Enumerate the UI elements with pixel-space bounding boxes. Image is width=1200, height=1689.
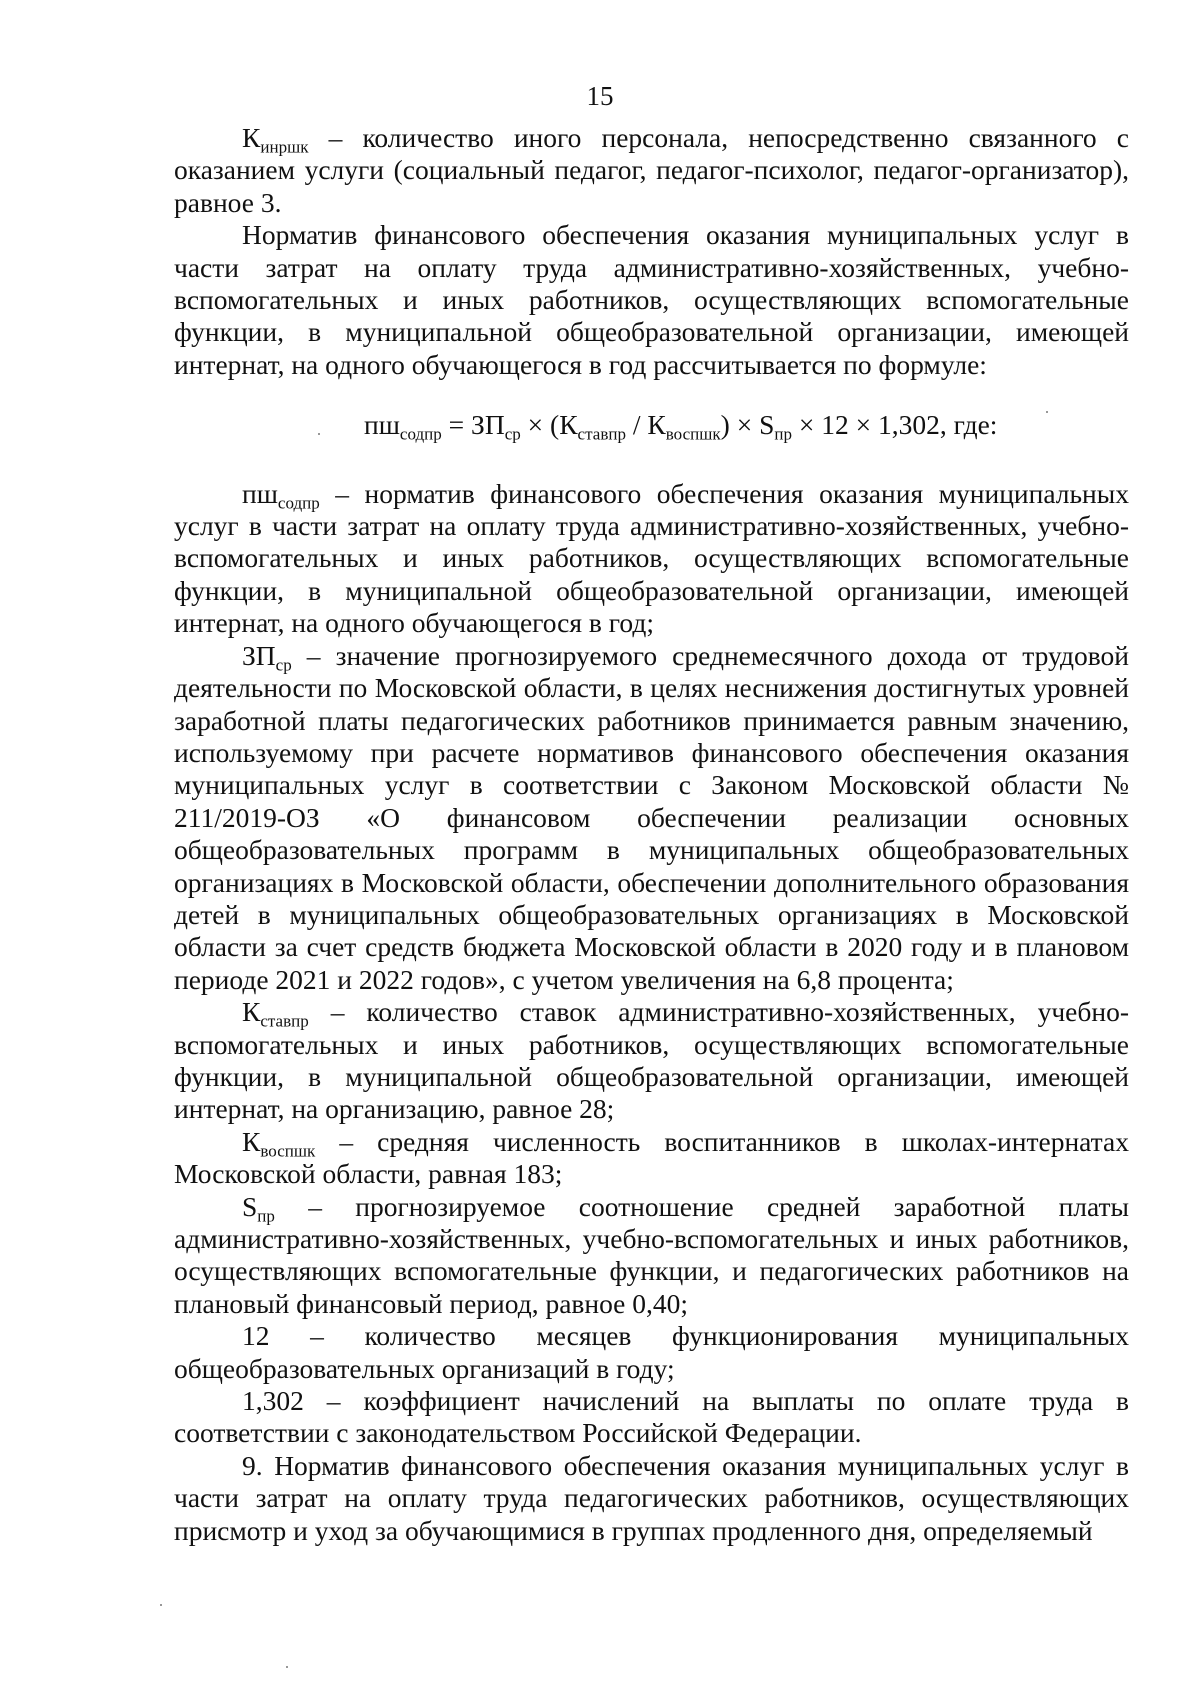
formula	[174, 409, 1129, 444]
definition-text: – средняя численность воспитанников в школах-интернатах Московской области, равная 183;	[174, 1125, 1129, 1190]
scan-speck	[1046, 411, 1048, 413]
symbol-s: S	[242, 1190, 258, 1222]
subscript-inrshk: инршк	[260, 137, 309, 157]
page-number: 15	[586, 81, 614, 111]
definition-text: – прогнозируемое соотношение средней заработной платы административно-хозяйственных, учебно-вспомогательных и иных работников, осуществляющих вспомогательные функции, и педагогических работников на плановый финансовый период, равное 0,40;	[174, 1190, 1129, 1319]
formula-k2: / К	[626, 409, 666, 441]
formula-k2-subscript: воспшк	[665, 424, 721, 444]
scan-speck	[318, 433, 320, 435]
paragraph-coefficient: 1,302 – коэффициент начислений на выплаты по оплате труда в соответствии с законодательством Российской Федерации.	[174, 1385, 1129, 1449]
formula-tail: × 12 × 1,302, где:	[792, 409, 998, 441]
formula-lhs: пш	[364, 409, 400, 441]
subscript-vospshk: воспшк	[260, 1141, 316, 1161]
paragraph-zpsr	[174, 640, 1129, 996]
subscript-sr: ср	[275, 655, 292, 675]
symbol-k: К	[242, 122, 261, 153]
subscript-stavpr: ставпр	[260, 1011, 309, 1031]
document-body	[174, 122, 1129, 1547]
paragraph-twelve: 12 – количество месяцев функционирования муниципальных общеобразовательных организаций в году;	[174, 1320, 1129, 1384]
subscript-sodpr: содпр	[277, 493, 320, 513]
formula-k1-subscript: ставпр	[577, 424, 626, 444]
formula-s-subscript: пр	[774, 424, 793, 444]
definition-text: – норматив финансового обеспечения оказания муниципальных услуг в части затрат на оплату труда административно-хозяйственных, учебно-вспомогательных и иных работников, осуществляющих вспомогательные функции, в муниципальной общеобразовательной организации, имеющей интернат, на одного обучающегося в год;	[174, 477, 1129, 639]
symbol-k: К	[242, 1125, 261, 1157]
paragraph-item-9: 9. Норматив финансового обеспечения оказания муниципальных услуг в части затрат на оплату труда педагогических работников, осуществляющих присмотр и уход за обучающимися в группах продленного дня, определяемый	[174, 1449, 1129, 1546]
formula-zp-subscript: ср	[504, 424, 521, 444]
scan-speck	[286, 1666, 288, 1668]
symbol-k: К	[242, 996, 261, 1028]
scan-speck	[160, 1604, 162, 1606]
formula-k1: × (К	[520, 409, 578, 441]
formula-s: ) × S	[720, 409, 775, 441]
paragraph-kvospshk	[174, 1126, 1129, 1191]
formula-lhs-subscript: содпр	[399, 424, 442, 444]
subscript-pr: пр	[257, 1206, 275, 1226]
definition-text: – значение прогнозируемого среднемесячного дохода от трудовой деятельности по Московской области, в целях неснижения достигнутых уровней заработной платы педагогических работников принимается равным значению, используемому при расчете нормативов финансового обеспечения оказания муниципальных услуг в соответствии с Законом Московской области № 211/2019-ОЗ «О финансовом обеспечении реализации основных общеобразовательных программ в муниципальных общеобразовательных организациях в Московской области, обеспечении дополнительного образования детей в муниципальных общеобразовательных организациях в Московской области за счет средств бюджета Московской области в 2020 году и в плановом периоде 2021 и 2022 годов», с учетом увеличения на 6,8 процента;	[174, 639, 1129, 995]
symbol-zp: ЗП	[242, 639, 276, 671]
paragraph-normative-intro: Норматив финансового обеспечения оказания муниципальных услуг в части затрат на оплату труда административно-хозяйственных, учебно-вспомогательных и иных работников, осуществляющих вспомогательные функции, в муниципальной общеобразовательной организации, имеющей интернат, на одного обучающегося в год рассчитывается по формуле:	[174, 219, 1129, 380]
paragraph-spr	[174, 1191, 1129, 1321]
definition-text: – количество ставок административно-хозяйственных, учебно-вспомогательных и иных работников, осуществляющих вспомогательные функции, в муниципальной общеобразовательной организации, имеющей интернат, на организацию, равное 28;	[174, 996, 1129, 1125]
symbol-psh: пш	[242, 477, 278, 509]
paragraph-kinrshk	[174, 122, 1129, 219]
paragraph-pshsodpr	[174, 478, 1129, 640]
definition-text: – количество иного персонала, непосредственно связанного с оказанием услуги (социальный педагог, педагог-психолог, педагог-организатор), равное 3.	[174, 122, 1129, 218]
formula-zp: = ЗП	[441, 409, 505, 441]
paragraph-kstavpr	[174, 996, 1129, 1126]
